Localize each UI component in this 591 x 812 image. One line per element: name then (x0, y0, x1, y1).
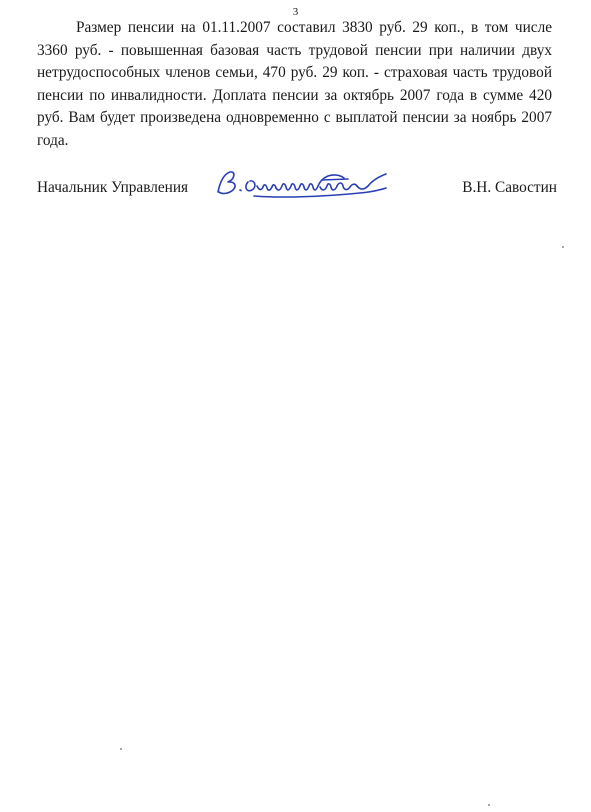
scan-speck (120, 748, 122, 750)
signatory-name: В.Н. Савостин (462, 179, 557, 196)
handwritten-signature (210, 162, 410, 208)
signature-block (0, 162, 591, 212)
page-number: 3 (292, 6, 299, 18)
scan-speck (488, 804, 490, 806)
body-paragraph: Размер пенсии на 01.11.2007 составил 3830 руб. 29 коп., в том числе 3360 руб. - повышенная базовая часть трудовой пенсии при наличии двух нетрудоспособных членов семьи, 470 руб. 29 коп. - страховая часть трудовой пенсии по инвалидности. Доплата пенсии за октябрь 2007 года в сумме 420 руб. Вам будет произведена одновременно с выплатой пенсии за ноябрь 2007 года. (37, 19, 552, 149)
signatory-title: Начальник Управления (37, 179, 189, 196)
scan-speck (562, 246, 564, 248)
